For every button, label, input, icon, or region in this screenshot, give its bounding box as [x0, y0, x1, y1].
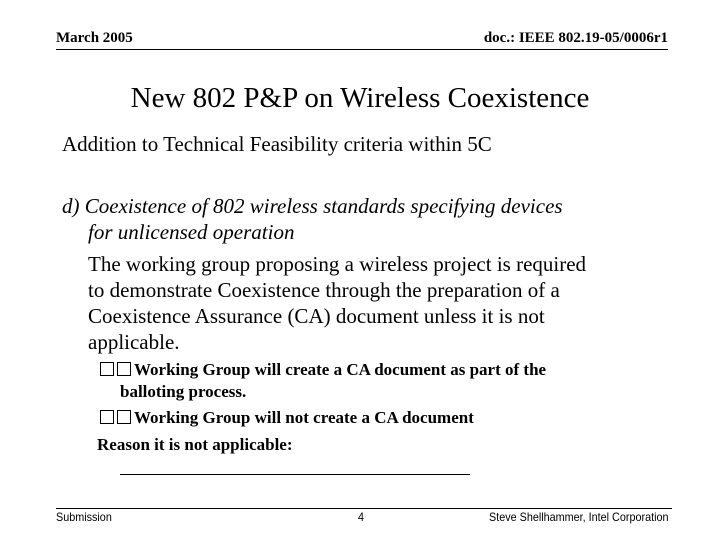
- option-1-text: Working Group will create a CA document as part of the: [134, 360, 547, 379]
- footer-submission: Submission: [56, 510, 112, 524]
- slide-subtitle: Addition to Technical Feasibility criteria within 5C: [62, 132, 492, 156]
- option-2-checkbox-2[interactable]: [117, 410, 131, 424]
- option-create-ca: [100, 359, 546, 381]
- paragraph-line-3: Coexistence Assurance (CA) document unless it is not: [88, 304, 545, 328]
- footer-author: Steve Shellhammer, Intel Corporation: [489, 510, 669, 524]
- option-1-checkbox[interactable]: [100, 362, 114, 376]
- header-date: March 2005: [56, 30, 133, 46]
- paragraph-line-1: The working group proposing a wireless project is required: [88, 252, 587, 276]
- criterion-line-1: d) Coexistence of 802 wireless standards specifying devices: [62, 194, 563, 218]
- header-divider: [56, 49, 668, 50]
- option-2-text: Working Group will not create a CA document: [134, 408, 474, 427]
- option-no-ca: [100, 407, 474, 429]
- paragraph-line-2: to demonstrate Coexistence through the preparation of a: [88, 278, 560, 302]
- criterion-line-2: for unlicensed operation: [88, 220, 295, 244]
- reason-blank-line[interactable]: [120, 474, 470, 475]
- option-1-checkbox-2[interactable]: [117, 362, 131, 376]
- option-2-checkbox[interactable]: [100, 410, 114, 424]
- header-doc-id: doc.: IEEE 802.19-05/0006r1: [483, 30, 668, 46]
- slide-title: New 802 P&P on Wireless Coexistence: [130, 82, 590, 114]
- footer-divider: [56, 508, 672, 509]
- option-1-line-2: balloting process.: [120, 382, 247, 401]
- paragraph-line-4: applicable.: [88, 330, 180, 354]
- footer-page-number: 4: [358, 510, 365, 524]
- reason-label: Reason it is not applicable:: [97, 435, 293, 454]
